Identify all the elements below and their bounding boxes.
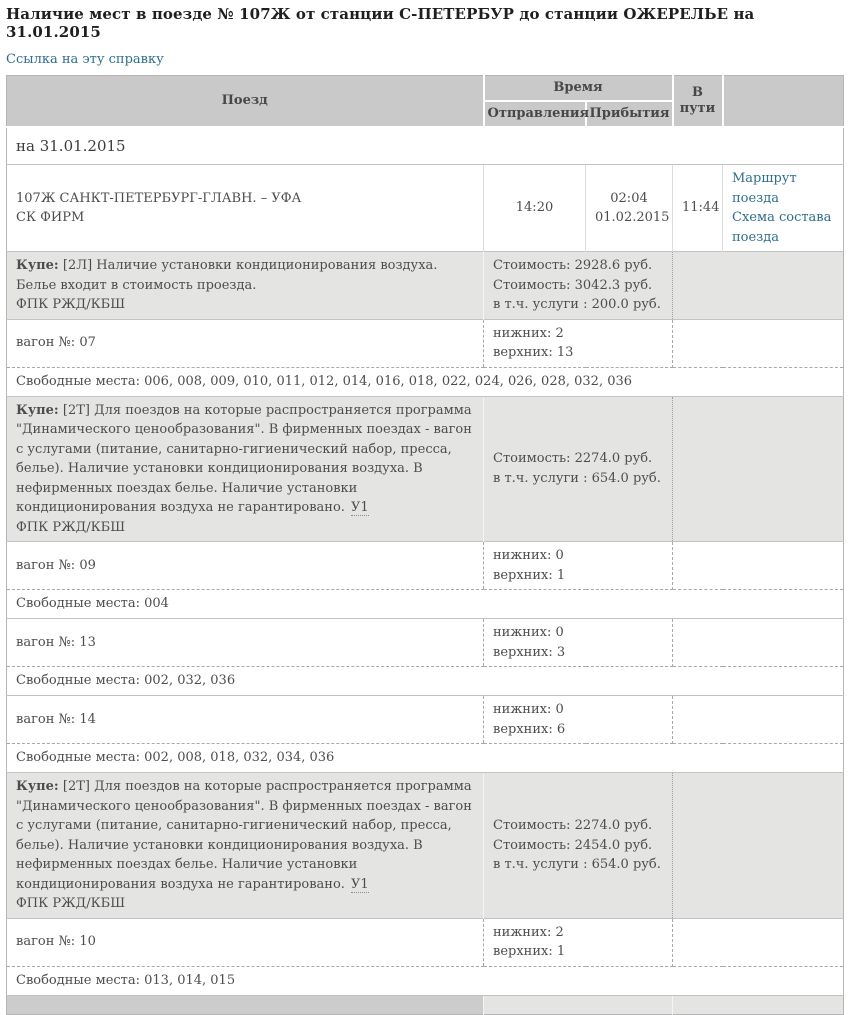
class-description-cell xyxy=(7,396,484,542)
free-seats-row xyxy=(7,590,844,619)
wagon-number: вагон №: 10 xyxy=(7,918,484,966)
arrival-time: 02:04 xyxy=(610,190,648,206)
lower-berths: нижних: 0 xyxy=(493,702,564,717)
class-name: Купе: xyxy=(16,258,59,273)
free-seats-row xyxy=(7,966,844,995)
col-header-arrival: Прибытия xyxy=(586,101,673,127)
free-seats: Свободные места: 002, 008, 018, 032, 034, 036 xyxy=(16,750,335,766)
upper-berths: верхних: 6 xyxy=(493,721,566,737)
wagon-number: вагон №: 14 xyxy=(7,696,484,744)
free-seats: Свободные места: 002, 032, 036 xyxy=(16,673,236,689)
free-seats: Свободные места: 004 xyxy=(16,596,169,612)
price-cell xyxy=(484,396,673,542)
section-empty-cell xyxy=(673,396,844,542)
lower-berths: нижних: 0 xyxy=(493,548,564,563)
price-line: Стоимость: 2274.0 руб. xyxy=(493,451,653,467)
wagon-row xyxy=(7,319,844,367)
berth-counts-cell xyxy=(484,319,673,367)
price-line: Стоимость: 2454.0 руб. xyxy=(493,837,653,853)
wagon-row xyxy=(7,918,844,966)
upper-berths: верхних: 13 xyxy=(493,345,574,360)
partial-cell xyxy=(484,995,673,1014)
class-section-row xyxy=(7,252,844,320)
col-header-actions xyxy=(723,76,844,128)
col-header-departure: Отправления xyxy=(484,101,586,127)
class-description: [2Л] Наличие установки кондиционирования воздуха. Белье входит в стоимость проезда. xyxy=(16,258,438,293)
duration-header-line1: В xyxy=(692,84,703,100)
wagon-row xyxy=(7,542,844,590)
partial-cell xyxy=(7,995,484,1014)
next-section-partial-row xyxy=(7,995,844,1014)
train-actions-cell xyxy=(723,165,844,252)
price-line: в т.ч. услуги : 654.0 руб. xyxy=(493,857,661,872)
upper-berths: верхних: 3 xyxy=(493,644,566,660)
arrival-cell xyxy=(586,165,673,252)
berth-counts-cell xyxy=(484,918,673,966)
lower-berths: нижних: 0 xyxy=(493,625,564,640)
berth-counts-cell xyxy=(484,542,673,590)
wagon-row xyxy=(7,696,844,744)
upper-berths: верхних: 1 xyxy=(493,567,566,583)
col-header-time: Время xyxy=(484,76,673,102)
date-label: на 31.01.2015 xyxy=(16,136,126,155)
class-description: [2Т] Для поездов на которые распространяется программа "Динамического ценообразования". В фирменных поездах - вагон с услугами (питание, санитарно-гигиенический набор, пресса, белье). Наличие установки кондиционирования воздуха. В нефирменных поездах белье. Наличие установки кондиционирования воздуха не гарантировано. xyxy=(16,402,472,515)
train-scheme-link[interactable]: Схема состава поезда xyxy=(732,210,832,245)
class-section-row xyxy=(7,773,844,919)
lower-berths: нижних: 2 xyxy=(493,924,564,940)
free-seats-row xyxy=(7,667,844,696)
date-row xyxy=(7,127,844,165)
col-header-train: Поезд xyxy=(7,76,484,128)
class-description-cell xyxy=(7,773,484,919)
reference-link[interactable]: Ссылка на эту справку xyxy=(6,52,164,67)
price-line: Стоимость: 3042.3 руб. xyxy=(493,277,653,293)
price-cell xyxy=(484,252,673,320)
col-header-duration xyxy=(673,76,723,128)
wagon-empty-cell xyxy=(673,696,844,744)
price-cell xyxy=(484,773,673,919)
free-seats: Свободные места: 013, 014, 015 xyxy=(16,972,236,988)
free-seats-row xyxy=(7,744,844,773)
carrier: ФПК РЖД/КБШ xyxy=(16,297,126,312)
price-line: в т.ч. услуги : 654.0 руб. xyxy=(493,470,661,486)
wagon-empty-cell xyxy=(673,619,844,667)
duration-header-line2: пути xyxy=(679,101,716,116)
class-description-cell xyxy=(7,252,484,320)
berth-counts-cell xyxy=(484,619,673,667)
train-name: 107Ж САНКТ-ПЕТЕРБУРГ-ГЛАВН. – УФА xyxy=(16,190,302,206)
wagon-empty-cell xyxy=(673,319,844,367)
carrier: ФПК РЖД/КБШ xyxy=(16,519,126,535)
train-cell xyxy=(7,165,484,252)
price-line: Стоимость: 2928.6 руб. xyxy=(493,258,653,273)
berth-counts-cell xyxy=(484,696,673,744)
arrival-date: 01.02.2015 xyxy=(595,210,670,225)
wagon-number: вагон №: 13 xyxy=(7,619,484,667)
wagon-row xyxy=(7,619,844,667)
carrier: ФПК РЖД/КБШ xyxy=(16,896,126,911)
price-line: Стоимость: 2274.0 руб. xyxy=(493,818,653,833)
wagon-empty-cell xyxy=(673,542,844,590)
section-empty-cell xyxy=(673,773,844,919)
class-section-row xyxy=(7,396,844,542)
upper-berths: верхних: 1 xyxy=(493,944,566,959)
duration-value: 11:44 xyxy=(673,165,723,252)
lower-berths: нижних: 2 xyxy=(493,325,564,341)
wagon-number: вагон №: 07 xyxy=(7,319,484,367)
partial-cell xyxy=(673,995,844,1014)
class-name: Купе: xyxy=(16,402,59,418)
free-seats: Свободные места: 006, 008, 009, 010, 011, 012, 014, 016, 018, 022, 024, 026, 028, 032, 036 xyxy=(16,373,633,389)
free-seats-row xyxy=(7,367,844,396)
train-category: СК ФИРМ xyxy=(16,210,85,225)
u1-service-abbr[interactable]: У1 xyxy=(350,876,369,892)
page-title: Наличие мест в поезде № 107Ж от станции С-ПЕТЕРБУР до станции ОЖЕРЕЛЬЕ на 31.01.2015 xyxy=(6,5,755,41)
availability-table xyxy=(6,75,844,1015)
u1-service-abbr[interactable]: У1 xyxy=(350,500,369,515)
wagon-number: вагон №: 09 xyxy=(7,542,484,590)
section-empty-cell xyxy=(673,252,844,320)
route-link[interactable]: Маршрут поезда xyxy=(732,171,797,206)
wagon-empty-cell xyxy=(673,918,844,966)
departure-time: 14:20 xyxy=(484,165,586,252)
class-name: Купе: xyxy=(16,779,59,794)
train-row xyxy=(7,165,844,252)
price-line: в т.ч. услуги : 200.0 руб. xyxy=(493,297,661,312)
class-description: [2Т] Для поездов на которые распространяется программа "Динамического ценообразования". В фирменных поездах - вагон с услугами (питание, санитарно-гигиенический набор, пресса, белье). Наличие установки кондиционирования воздуха. В нефирменных поездах белье. Наличие установки кондиционирования воздуха не гарантировано. xyxy=(16,779,472,892)
